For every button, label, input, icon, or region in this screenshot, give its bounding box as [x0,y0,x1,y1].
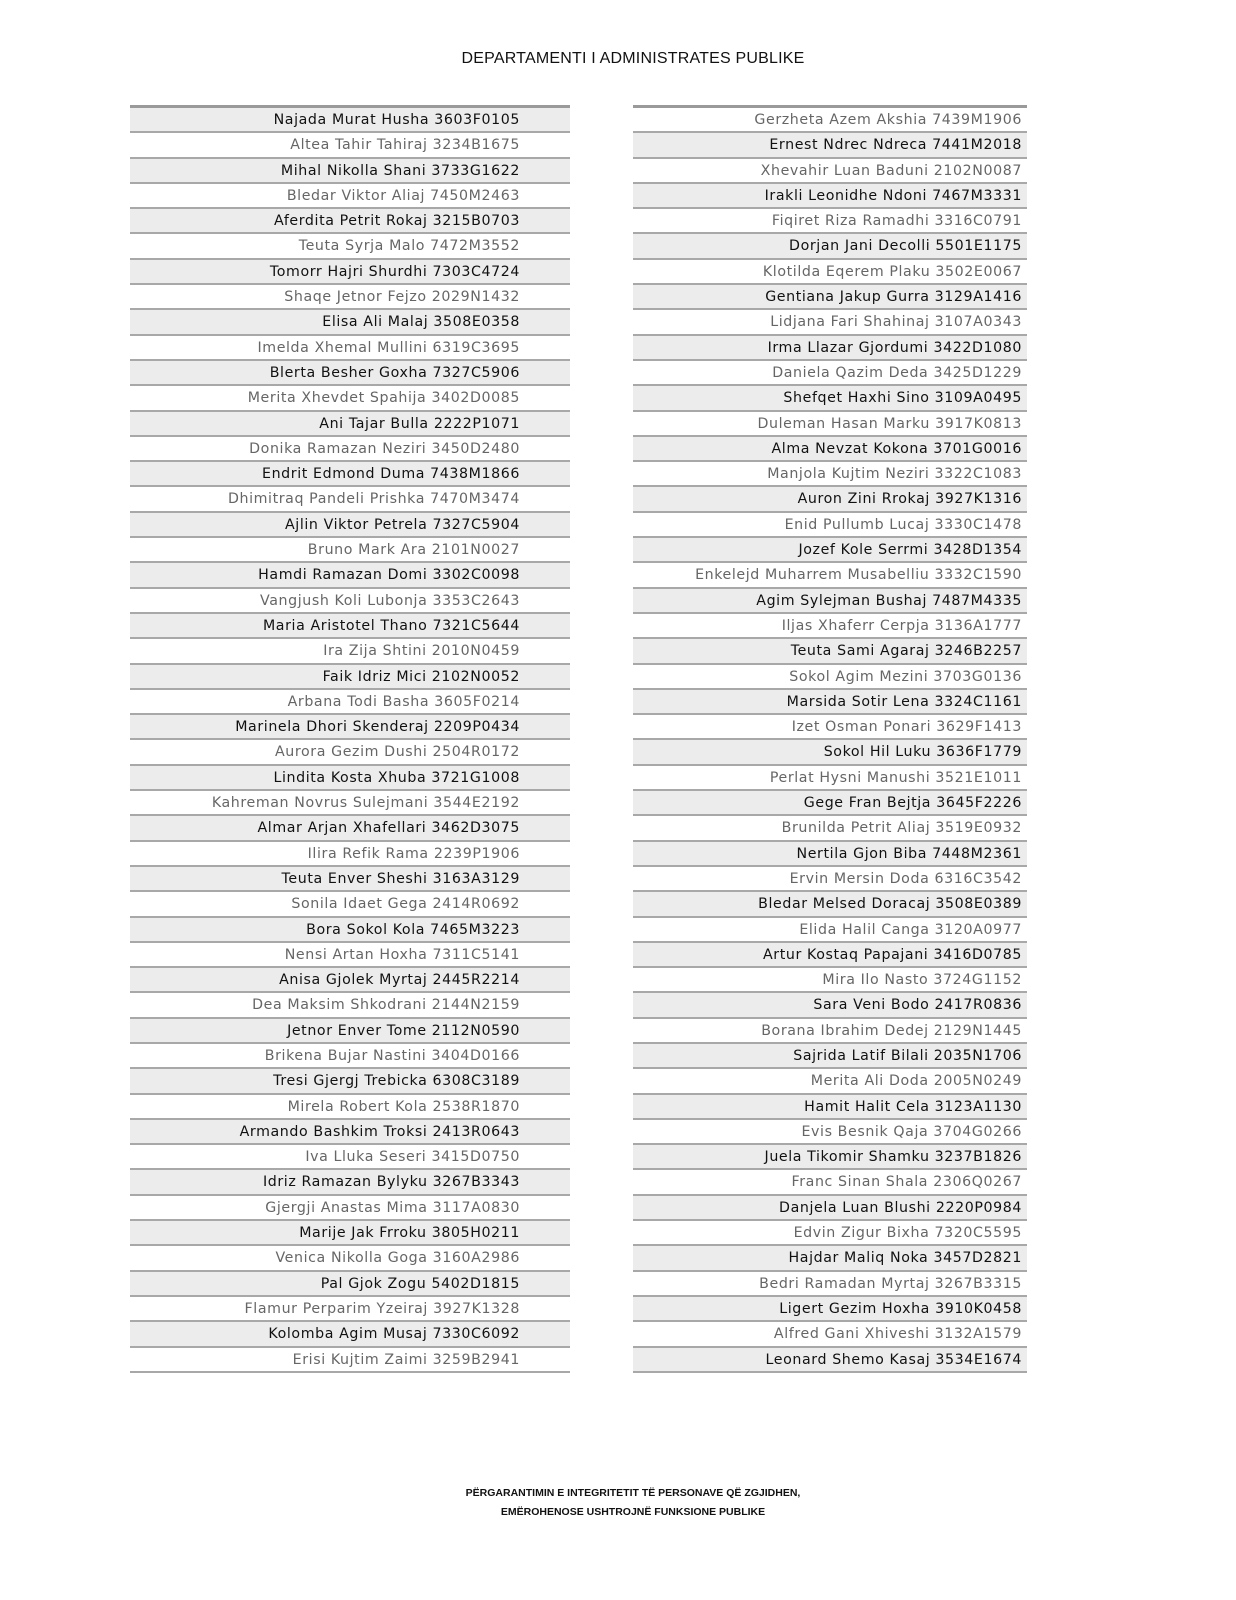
list-item: Ajlin Viktor Petrela 7327C5904 [130,513,570,538]
list-item: Alma Nevzat Kokona 3701G0016 [633,437,1027,462]
list-item: Dorjan Jani Decolli 5501E1175 [633,234,1027,259]
list-item: Ira Zija Shtini 2010N0459 [130,639,570,664]
list-item: Donika Ramazan Neziri 3450D2480 [130,437,570,462]
list-item: Armando Bashkim Troksi 2413R0643 [130,1120,570,1145]
list-item: Najada Murat Husha 3603F0105 [130,108,570,133]
list-item: Elisa Ali Malaj 3508E0358 [130,310,570,335]
list-item: Venica Nikolla Goga 3160A2986 [130,1246,570,1271]
list-item: Alfred Gani Xhiveshi 3132A1579 [633,1322,1027,1347]
list-item: Imelda Xhemal Mullini 6319C3695 [130,336,570,361]
list-item: Mirela Robert Kola 2538R1870 [130,1095,570,1120]
list-item: Altea Tahir Tahiraj 3234B1675 [130,133,570,158]
page-title: DEPARTAMENTI I ADMINISTRATES PUBLIKE [461,50,805,67]
footer-line-1: PËRGARANTIMIN E INTEGRITETIT TË PERSONAVE QË ZGJIDHEN, [465,1487,801,1499]
list-item: Gjergji Anastas Mima 3117A0830 [130,1196,570,1221]
list-item: Evis Besnik Qaja 3704G0266 [633,1120,1027,1145]
list-item: Bruno Mark Ara 2101N0027 [130,538,570,563]
list-item: Manjola Kujtim Neziri 3322C1083 [633,462,1027,487]
list-item: Hajdar Maliq Noka 3457D2821 [633,1246,1027,1271]
list-item: Auron Zini Rrokaj 3927K1316 [633,487,1027,512]
list-item: Kahreman Novrus Sulejmani 3544E2192 [130,791,570,816]
list-item: Merita Xhevdet Spahija 3402D0085 [130,386,570,411]
list-item: Leonard Shemo Kasaj 3534E1674 [633,1348,1027,1373]
list-item: Aferdita Petrit Rokaj 3215B0703 [130,209,570,234]
list-item: Artur Kostaq Papajani 3416D0785 [633,943,1027,968]
list-item: Marije Jak Frroku 3805H0211 [130,1221,570,1246]
list-item: Irma Llazar Gjordumi 3422D1080 [633,336,1027,361]
list-item: Kolomba Agim Musaj 7330C6092 [130,1322,570,1347]
list-item: Teuta Syrja Malo 7472M3552 [130,234,570,259]
list-item: Brunilda Petrit Aliaj 3519E0932 [633,816,1027,841]
list-item: Idriz Ramazan Bylyku 3267B3343 [130,1170,570,1195]
list-item: Bledar Melsed Doracaj 3508E0389 [633,892,1027,917]
list-item: Hamdi Ramazan Domi 3302C0098 [130,563,570,588]
list-item: Anisa Gjolek Myrtaj 2445R2214 [130,968,570,993]
list-item: Bora Sokol Kola 7465M3223 [130,918,570,943]
footer-line-2: EMËROHENOSE USHTROJNË FUNKSIONE PUBLIKE [500,1506,766,1518]
list-item: Merita Ali Doda 2005N0249 [633,1069,1027,1094]
list-item: Mihal Nikolla Shani 3733G1622 [130,159,570,184]
list-item: Iva Lluka Seseri 3415D0750 [130,1145,570,1170]
footer [0,1484,1236,1522]
list-item: Marinela Dhori Skenderaj 2209P0434 [130,715,570,740]
list-item: Pal Gjok Zogu 5402D1815 [130,1272,570,1297]
list-item: Gerzheta Azem Akshia 7439M1906 [633,108,1027,133]
list-item: Almar Arjan Xhafellari 3462D3075 [130,816,570,841]
list-item: Ernest Ndrec Ndreca 7441M2018 [633,133,1027,158]
list-item: Faik Idriz Mici 2102N0052 [130,665,570,690]
list-item: Sara Veni Bodo 2417R0836 [633,993,1027,1018]
list-item: Elida Halil Canga 3120A0977 [633,918,1027,943]
list-item: Endrit Edmond Duma 7438M1866 [130,462,570,487]
list-item: Dea Maksim Shkodrani 2144N2159 [130,993,570,1018]
list-item: Arbana Todi Basha 3605F0214 [130,690,570,715]
list-item: Erisi Kujtim Zaimi 3259B2941 [130,1348,570,1373]
list-item: Agim Sylejman Bushaj 7487M4335 [633,589,1027,614]
list-item: Nertila Gjon Biba 7448M2361 [633,842,1027,867]
list-item: Duleman Hasan Marku 3917K0813 [633,412,1027,437]
list-item: Tresi Gjergj Trebicka 6308C3189 [130,1069,570,1094]
list-item: Iljas Xhaferr Cerpja 3136A1777 [633,614,1027,639]
list-item: Vangjush Koli Lubonja 3353C2643 [130,589,570,614]
list-item: Gege Fran Bejtja 3645F2226 [633,791,1027,816]
list-item: Lindita Kosta Xhuba 3721G1008 [130,766,570,791]
list-item: Sajrida Latif Bilali 2035N1706 [633,1044,1027,1069]
list-item: Lidjana Fari Shahinaj 3107A0343 [633,310,1027,335]
list-item: Hamit Halit Cela 3123A1130 [633,1095,1027,1120]
list-item: Shefqet Haxhi Sino 3109A0495 [633,386,1027,411]
names-list-left [130,105,570,1373]
list-item: Fiqiret Riza Ramadhi 3316C0791 [633,209,1027,234]
list-item: Shaqe Jetnor Fejzo 2029N1432 [130,285,570,310]
list-item: Danjela Luan Blushi 2220P0984 [633,1196,1027,1221]
names-list-right [633,105,1027,1373]
list-item: Sokol Agim Mezini 3703G0136 [633,665,1027,690]
list-item: Marsida Sotir Lena 3324C1161 [633,690,1027,715]
list-item: Sokol Hil Luku 3636F1779 [633,740,1027,765]
list-item: Ani Tajar Bulla 2222P1071 [130,412,570,437]
list-item: Edvin Zigur Bixha 7320C5595 [633,1221,1027,1246]
list-item: Gentiana Jakup Gurra 3129A1416 [633,285,1027,310]
list-item: Jozef Kole Serrmi 3428D1354 [633,538,1027,563]
list-item: Jetnor Enver Tome 2112N0590 [130,1019,570,1044]
list-item: Borana Ibrahim Dedej 2129N1445 [633,1019,1027,1044]
list-item: Nensi Artan Hoxha 7311C5141 [130,943,570,968]
list-item: Maria Aristotel Thano 7321C5644 [130,614,570,639]
list-item: Bledar Viktor Aliaj 7450M2463 [130,184,570,209]
list-item: Blerta Besher Goxha 7327C5906 [130,361,570,386]
list-item: Tomorr Hajri Shurdhi 7303C4724 [130,260,570,285]
list-item: Enid Pullumb Lucaj 3330C1478 [633,513,1027,538]
list-item: Sonila Idaet Gega 2414R0692 [130,892,570,917]
list-item: Brikena Bujar Nastini 3404D0166 [130,1044,570,1069]
list-item: Teuta Sami Agaraj 3246B2257 [633,639,1027,664]
list-item: Ilira Refik Rama 2239P1906 [130,842,570,867]
list-item: Bedri Ramadan Myrtaj 3267B3315 [633,1272,1027,1297]
list-item: Klotilda Eqerem Plaku 3502E0067 [633,260,1027,285]
list-item: Izet Osman Ponari 3629F1413 [633,715,1027,740]
list-item: Ligert Gezim Hoxha 3910K0458 [633,1297,1027,1322]
list-item: Irakli Leonidhe Ndoni 7467M3331 [633,184,1027,209]
list-item: Flamur Perparim Yzeiraj 3927K1328 [130,1297,570,1322]
list-item: Aurora Gezim Dushi 2504R0172 [130,740,570,765]
list-item: Juela Tikomir Shamku 3237B1826 [633,1145,1027,1170]
list-item: Mira Ilo Nasto 3724G1152 [633,968,1027,993]
list-item: Teuta Enver Sheshi 3163A3129 [130,867,570,892]
list-item: Franc Sinan Shala 2306Q0267 [633,1170,1027,1195]
list-item: Xhevahir Luan Baduni 2102N0087 [633,159,1027,184]
list-item: Dhimitraq Pandeli Prishka 7470M3474 [130,487,570,512]
list-item: Enkelejd Muharrem Musabelliu 3332C1590 [633,563,1027,588]
list-item: Perlat Hysni Manushi 3521E1011 [633,766,1027,791]
list-item: Ervin Mersin Doda 6316C3542 [633,867,1027,892]
list-item: Daniela Qazim Deda 3425D1229 [633,361,1027,386]
